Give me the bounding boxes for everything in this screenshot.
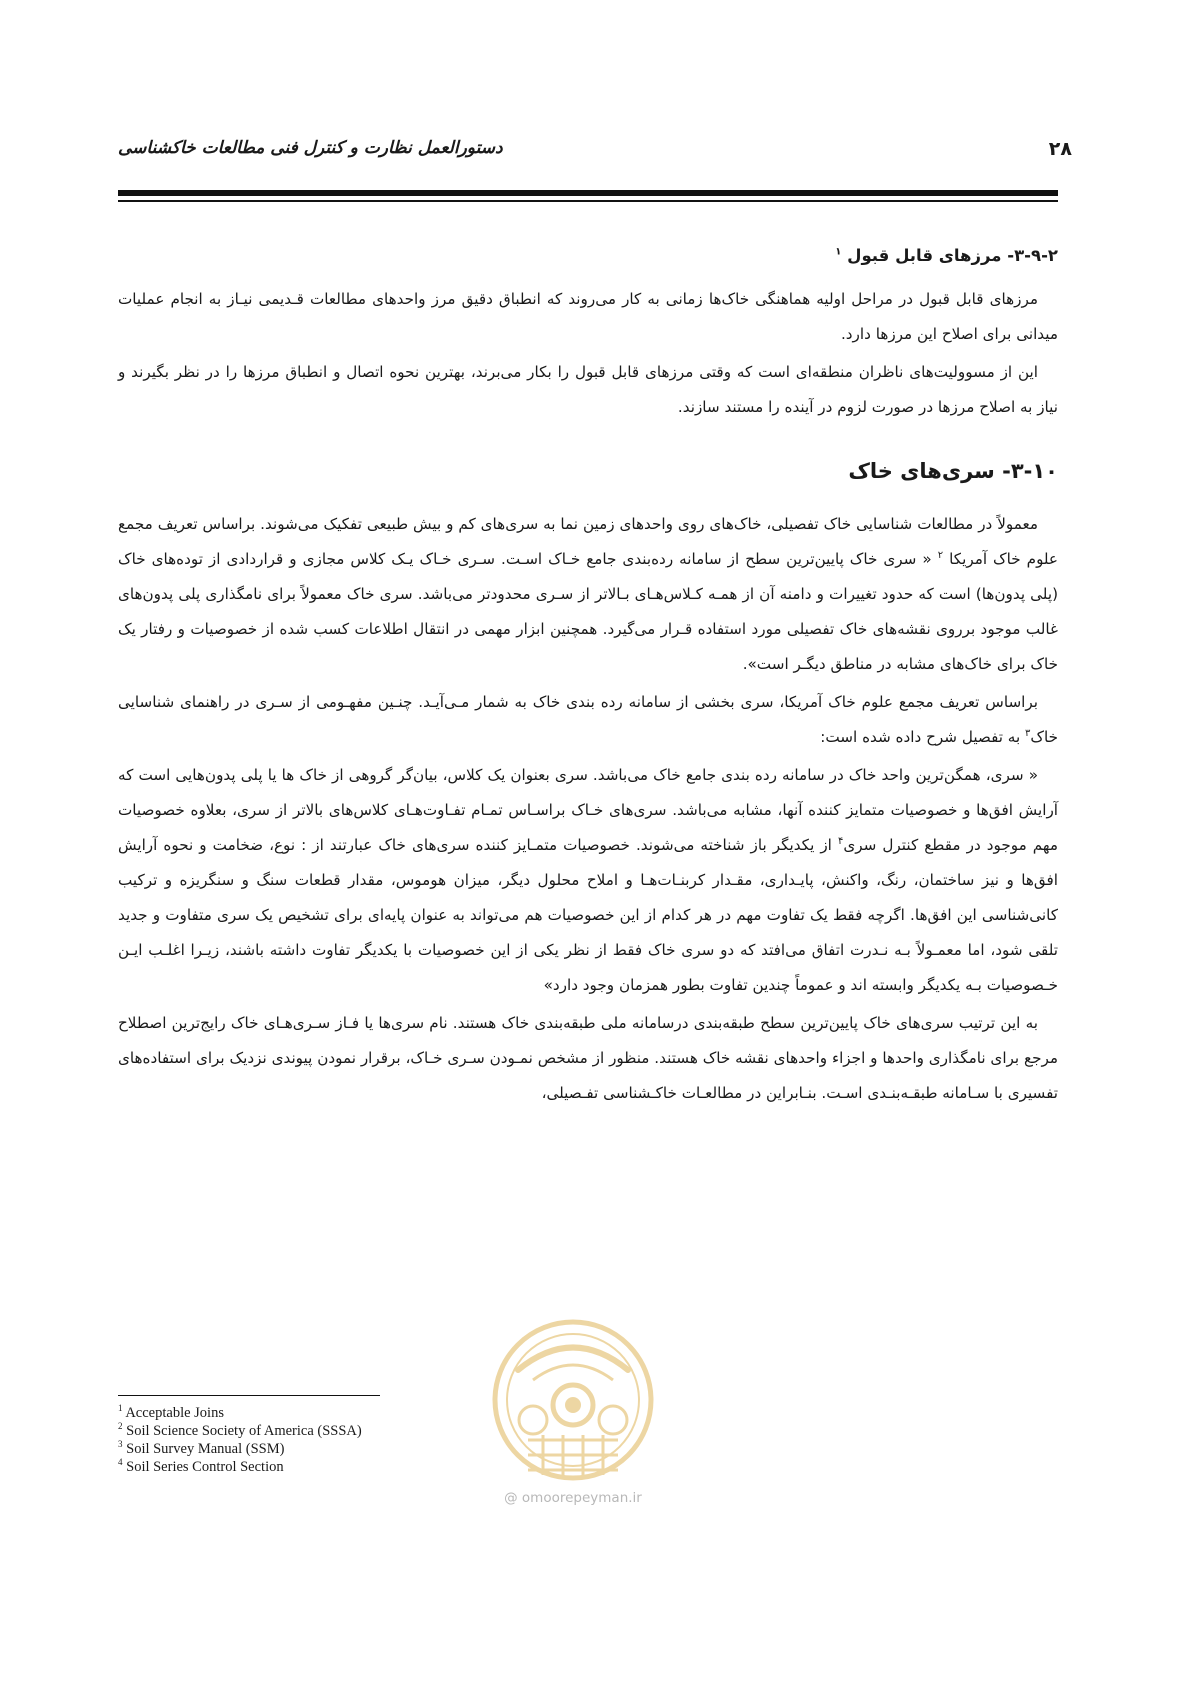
- footnotes: [118, 1404, 518, 1476]
- section-heading-3-9-2: [118, 238, 1058, 274]
- watermark-url: @ omoorepeyman.ir: [504, 1490, 642, 1506]
- paragraph: به این ترتیب سری‌های خاک پایین‌ترین سطح طبقه‌بندی درسامانه ملی طبقه‌بندی خاک هستند. نام سری‌ها یا فـاز سـری‌هـای خاک رایج‌ترین اصطلاح مرجع برای نامگذاری واحدها و اجزاء واحدهای نقشه خاک هستند. منظور از مشخص نمـودن سـری خـاک، برقرار نمودن پیوندی نزدیک برای استفاده‌های تفسیری با سـامانه طبقـه‌بنـدی اسـت. بنـابراین در مطالعـات خاکـشناسی تفـصیلی،: [118, 1014, 1058, 1102]
- header-rule-thin: [118, 200, 1058, 202]
- footnote-item: [118, 1440, 518, 1458]
- footnote-number: 2: [118, 1421, 123, 1432]
- footnote-text: Soil Series Control Section: [126, 1459, 284, 1475]
- footnote-text: Soil Survey Manual (SSM): [126, 1441, 285, 1457]
- footnote-item: [118, 1458, 518, 1476]
- paragraph-text: « سری خاک پایین‌ترین سطح از سامانه رده‌بندی جامع خـاک اسـت. سـری خـاک یـک کلاس مجازی و قراردادی از توده‌های خاک (پلی پدون‌ها) است که حدود تغییرات و دامنه آن از همـه کـلاس‌هـای بـالاتر از سـری محدودتر می‌باشد. سری خاک معمولاً برای نامگذاری پلی پدون‌های غالب موجود برروی نقشه‌های خاک تفصیلی مورد استفاده قـرار می‌گیرد. همچنین ابزار مهمی در انتقال اطلاعات کسب شده از خصوصیات و رفتار یک خاک برای خاک‌های مشابه در مناطق دیگـر است».: [118, 550, 1058, 673]
- footnote-ref-4: ۴: [837, 835, 844, 847]
- running-title: دستورالعمل نظارت و کنترل فنی مطالعات خاکشناسی: [118, 138, 503, 158]
- page-header: [118, 138, 1072, 178]
- paragraph-text: « سری، همگن‌ترین واحد خاک در سامانه رده بندی جامع خاک می‌باشد. سری بعنوان یک کلاس، بیان‌گر گروهی از خاک ها یا پلی پدون‌هایی است که آرایش افق‌ها و خصوصیات متمایز کننده آنها، مشابه می‌باشد. سری‌های خـاک براسـاس تمـام تفـاوت‌هـای کلاس‌های بالاتر از سری، بعلاوه خصوصیات مهم موجود در مقطع کنترل سری: [118, 766, 1059, 854]
- header-rule-thick: [118, 190, 1058, 196]
- footnote-item: [118, 1404, 518, 1422]
- footnote-text: Acceptable Joins: [125, 1405, 224, 1421]
- paragraph-text: براساس تعریف مجمع علوم خاک آمریکا، سری بخشی از سامانه رده بندی خاک به شمار مـی‌آیـد. چنـین مفهـومی از سـری در راهنمای شناسایی خاک: [118, 693, 1058, 746]
- footnote-ref-1: ۱: [835, 246, 842, 258]
- paragraph-text: از یکدیگر باز شناخته می‌شوند. خصوصیات متمـایز کننده سری‌های خاک عبارتند از : نوع، ضخامت و نحوه آرایش افق‌ها و نیز ساختمان، رنگ، واکنش، پایـداری، مقـدار کربنـات‌هـا و املاح محلول دیگر، میزان هوموس، مقدار قطعات سنگ و سنگریزه و ترکیب کانی‌شناسی این افق‌ها. اگرچه فقط یک تفاوت مهم در هر کدام از این خصوصیات هم می‌تواند به عنوان پایه‌ای برای تشخیص یک سری متفاوت و جدید تلقی شود، اما معمـولاً بـه نـدرت اتفاق می‌افتد که دو سری خاک فقط از نظر یکی از این خصوصیات با یکدیگر تفاوت داشته باشند، زیـرا اغلـب ایـن خـصوصیات بـه یکدیگر وابسته اند و عموماً چندین تفاوت بطور همزمان وجود دارد»: [118, 836, 1058, 994]
- paragraph-text: به تفصیل شرح داده شده است:: [820, 728, 1021, 746]
- footnote-number: 1: [118, 1403, 123, 1414]
- footnote-text: Soil Science Society of America (SSSA): [126, 1423, 362, 1439]
- footnote-separator: [118, 1395, 380, 1396]
- footnote-item: [118, 1422, 518, 1440]
- section-heading-text: ۳-۹-۲- مرزهای قابل قبول: [847, 246, 1058, 265]
- page-body: [118, 238, 1058, 1114]
- page-number: ۲۸: [1048, 138, 1072, 160]
- watermark-url-text: omoorepeyman.ir: [521, 1490, 642, 1506]
- footnote-number: 4: [118, 1457, 123, 1468]
- paragraph: این از مسوولیت‌های ناظران منطقه‌ای است که وقتی مرزهای قابل قبول را بکار می‌برند، بهترین نحوه اتصال و انطباق مرزها را در نظر بگیرند و نیاز به اصلاح مرزها در صورت لزوم در آینده را مستند سازند.: [118, 363, 1058, 416]
- paragraph: [118, 685, 1058, 755]
- paragraph-text: معمولاً در مطالعات شناسایی خاک تفصیلی، خاک‌های روی واحدهای زمین نما به سری‌های کم و بیش طبیعی تفکیک می‌شوند. براساس تعریف مجمع علوم خاک آمریکا: [118, 515, 1058, 568]
- footnote-ref-3: ۳: [1025, 727, 1031, 739]
- paragraph: [118, 507, 1058, 682]
- paragraph: [118, 758, 1058, 1003]
- paragraph: مرزهای قابل قبول در مراحل اولیه هماهنگی خاک‌ها زمانی به کار می‌روند که انطباق دقیق مرز واحدهای مطالعات قـدیمی نیـاز به انجام عملیات میدانی برای اصلاح این مرزها دارد.: [118, 290, 1058, 343]
- section-heading-3-10: ۳-۱۰- سری‌های خاک: [848, 459, 1058, 483]
- footnote-number: 3: [118, 1439, 123, 1450]
- footnote-ref-2: ۲: [937, 549, 944, 561]
